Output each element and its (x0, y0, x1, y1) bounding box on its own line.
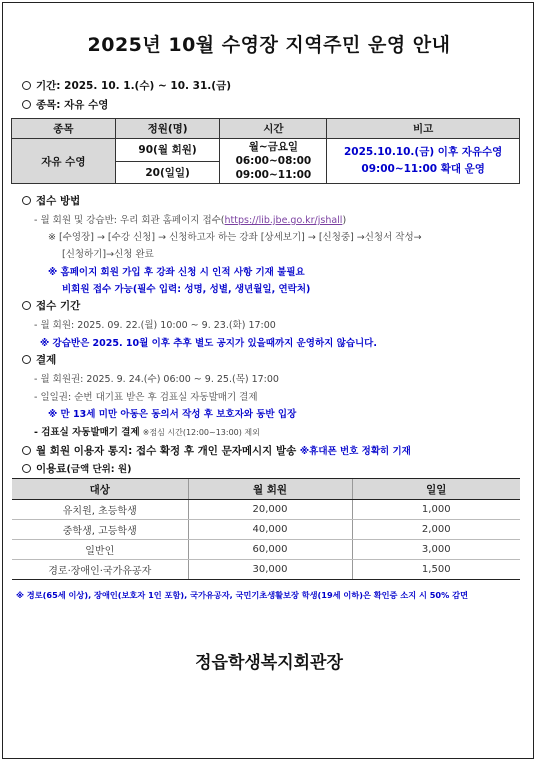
table-row: 중학생, 고등학생 40,000 2,000 (12, 520, 520, 540)
notify-heading: 월 회원 이용자 통지: 접수 확정 후 개인 문자메시지 발송 ※휴대폰 번호 정확히 기재 (22, 443, 411, 458)
notify-warning: ※휴대폰 번호 정확히 기재 (299, 446, 411, 457)
fee-unit: (금액 단위: 원) (66, 464, 132, 475)
header-note: 비고 (327, 119, 520, 139)
cell-item: 자유 수영 (12, 139, 116, 184)
header-capacity: 정원(명) (115, 119, 220, 139)
table-row: 일반인 60,000 3,000 (12, 540, 520, 560)
apply-method-warning-1: ※ 홈페이지 회원 가입 후 강좌 신청 시 인적 사항 기재 불필요 (48, 267, 305, 278)
circle-bullet-icon (22, 464, 31, 473)
apply-method-warning-2: 비회원 접수 가능(필수 입력: 성명, 성별, 생년월일, 연락처) (62, 284, 311, 295)
cell-note (327, 139, 520, 184)
payment-warning: ※ 만 13세 미만 아동은 동의서 작성 후 보호자와 동반 입장 (48, 409, 297, 420)
apply-period-line-1: - 월 회원: 2025. 09. 22.(월) 10:00 ~ 9. 23.(화) 17:00 (34, 320, 276, 331)
category-text: 종목: 자유 수영 (36, 99, 109, 111)
schedule-table (11, 118, 520, 184)
header-category: 종목 (12, 119, 116, 139)
apply-period-heading: 접수 기간 (22, 298, 80, 313)
time-slot-1: 06:00~08:00 (235, 155, 312, 167)
payment-heading: 결제 (22, 352, 56, 367)
table-row: 유치원, 초등학생 20,000 1,000 (12, 500, 520, 520)
period-text: 기간: 2025. 10. 1.(수) ~ 10. 31.(금) (36, 80, 232, 92)
circle-bullet-icon (22, 355, 31, 364)
apply-method-line-1: - 월 회원 및 강습반: 우리 회관 홈페이지 접수(https://lib.jbe.go.kr/jshall) (34, 215, 347, 226)
payment-line-1: - 월 회원권: 2025. 9. 24.(수) 06:00 ~ 9. 25.(목) 17:00 (34, 374, 279, 385)
circle-bullet-icon (22, 81, 31, 90)
apply-method-heading: 접수 방법 (22, 193, 80, 208)
circle-bullet-icon (22, 100, 31, 109)
time-slot-2: 09:00~11:00 (235, 169, 312, 181)
fee-header-target: 대상 (12, 479, 188, 500)
fee-heading: 이용료(금액 단위: 원) (22, 461, 131, 476)
header-time: 시간 (220, 119, 327, 139)
fee-table (12, 478, 520, 580)
circle-bullet-icon (22, 446, 31, 455)
note-line-1: 2025.10.10.(금) 이후 자유수영 (344, 146, 503, 158)
cell-capacity-daily: 20(일일) (115, 161, 220, 184)
fee-header-daily: 일일 (352, 479, 520, 500)
cell-capacity-monthly: 90(월 회원) (115, 139, 220, 162)
circle-bullet-icon (22, 196, 31, 205)
page-title: 2025년 10월 수영장 지역주민 운영 안내 (87, 34, 451, 56)
fee-header-monthly: 월 회원 (188, 479, 352, 500)
category-line (22, 97, 108, 112)
apply-method-line-3: [신청하기]→신청 완료 (62, 249, 154, 260)
period-line (22, 78, 231, 93)
payment-line-2: - 일일권: 순번 대기표 받은 후 검표실 자동발매기 결제 (34, 392, 258, 403)
discount-note: ※ 경로(65세 이상), 장애인(보호자 1인 포함), 국가유공자, 국민기초생활보장 학생(19세 이하)은 확인증 소지 시 50% 감면 (16, 590, 469, 600)
homepage-link[interactable]: https://lib.jbe.go.kr/jshall (224, 215, 343, 226)
apply-period-warning: ※ 강습반은 2025. 10월 이후 추후 별도 공지가 있을때까지 운영하지 않습니다. (40, 338, 377, 349)
circle-bullet-icon (22, 301, 31, 310)
cell-time (220, 139, 327, 184)
apply-method-line-2: ※ [수영장] → [수강 신청] → 신청하고자 하는 강좌 [상세보기] → [신청중] →신청서 작성→ (48, 232, 422, 243)
note-line-2: 09:00~11:00 확대 운영 (361, 163, 485, 175)
issuer-signature: 정읍학생복지회관장 (195, 653, 343, 673)
time-days: 월~금요일 (248, 141, 299, 153)
table-row: 경로·장애인·국가유공자 30,000 1,500 (12, 560, 520, 580)
payment-line-3: - 검표실 자동발매기 결제 ※점심 시간(12:00~13:00) 제외 (34, 427, 260, 438)
